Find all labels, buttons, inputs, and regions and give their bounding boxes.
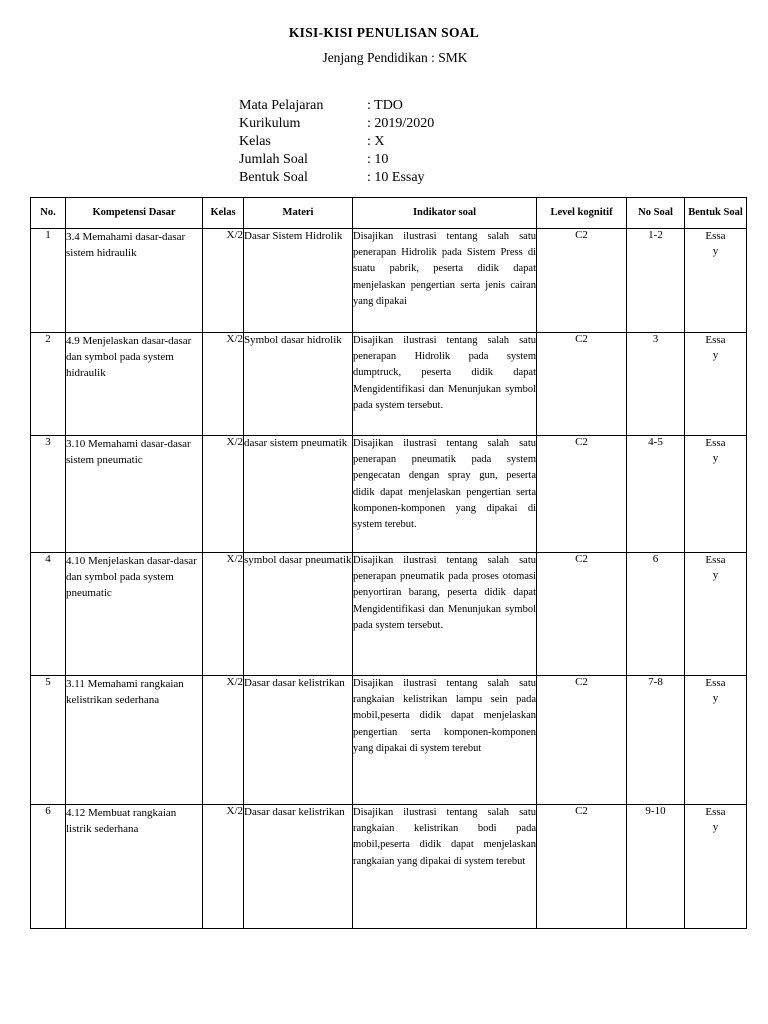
header-bentuk-soal: Bentuk Soal — [685, 198, 747, 229]
cell-indikator: Disajikan ilustrasi tentang salah satu rangkaian kelistrikan bodi pada mobil,peserta didik dapat menjelaskan rangkaian yang dipakai di system terebut — [353, 805, 537, 929]
meta-row-class — [239, 133, 434, 151]
cell-indikator: Disajikan ilustrasi tentang salah satu penerapan Hidrolik pada Sistem Press di suatu pabrik, peserta didik dapat menjelaskan pengertian serta jenis cairan yang dipakai — [353, 229, 537, 333]
cell-no: 5 — [31, 676, 66, 805]
meta-label: Jumlah Soal — [239, 152, 308, 167]
meta-label: Kelas — [239, 134, 271, 149]
cell-kelas: X/2 — [203, 553, 244, 676]
cell-materi: Dasar dasar kelistrikan — [244, 676, 353, 805]
cell-kelas: X/2 — [203, 676, 244, 805]
cell-materi: symbol dasar pneumatik — [244, 553, 353, 676]
cell-bentuk — [685, 553, 747, 676]
table-row — [31, 333, 747, 436]
cell-materi: Dasar dasar kelistrikan — [244, 805, 353, 929]
header-no: No. — [31, 198, 66, 229]
cell-bentuk — [685, 333, 747, 436]
meta-row-subject — [239, 97, 434, 115]
cell-bentuk — [685, 229, 747, 333]
cell-level: C2 — [537, 229, 627, 333]
bentuk-text: Essay — [705, 334, 726, 361]
cell-no-soal: 3 — [627, 333, 685, 436]
cell-no: 6 — [31, 805, 66, 929]
header-indikator: Indikator soal — [353, 198, 537, 229]
header-no-soal: No Soal — [627, 198, 685, 229]
table-row — [31, 229, 747, 333]
cell-level: C2 — [537, 676, 627, 805]
header-materi: Materi — [244, 198, 353, 229]
meta-value: : 10 — [367, 152, 389, 167]
cell-bentuk — [685, 436, 747, 553]
cell-no-soal: 4-5 — [627, 436, 685, 553]
meta-value: : 10 Essay — [367, 170, 425, 185]
header-kelas: Kelas — [203, 198, 244, 229]
cell-kompetensi-dasar: 4.10 Menjelaskan dasar-dasar dan symbol pada system pneumatic — [66, 553, 203, 676]
table-row — [31, 436, 747, 553]
cell-materi: Symbol dasar hidrolik — [244, 333, 353, 436]
bentuk-text: Essay — [705, 437, 726, 464]
cell-no-soal: 1-2 — [627, 229, 685, 333]
meta-value: : X — [367, 134, 385, 149]
cell-kelas: X/2 — [203, 805, 244, 929]
bentuk-text: Essay — [705, 554, 726, 581]
cell-level: C2 — [537, 333, 627, 436]
cell-level: C2 — [537, 553, 627, 676]
bentuk-text: Essay — [705, 677, 726, 704]
table-header-row — [31, 198, 747, 229]
cell-kompetensi-dasar: 4.9 Menjelaskan dasar-dasar dan symbol pada system hidraulik — [66, 333, 203, 436]
cell-kompetensi-dasar: 4.12 Membuat rangkaian listrik sederhana — [66, 805, 203, 929]
cell-indikator: Disajikan ilustrasi tentang salah satu rangkaian kelistrikan lampu sein pada mobil,peserta didik dapat menjelaskan pengertian serta komponen-komponen yang dipakai di system terebut — [353, 676, 537, 805]
meta-row-curriculum — [239, 115, 434, 133]
bentuk-text: Essay — [705, 230, 726, 257]
meta-info — [239, 97, 434, 187]
cell-level: C2 — [537, 805, 627, 929]
cell-no-soal: 9-10 — [627, 805, 685, 929]
cell-indikator: Disajikan ilustrasi tentang salah satu penerapan pneumatik pada proses otomasi penyortiran barang, peserta didik dapat Mengidentifikasi dan Menunjukan symbol pada system tersebut. — [353, 553, 537, 676]
cell-kompetensi-dasar: 3.4 Memahami dasar-dasar sistem hidraulik — [66, 229, 203, 333]
cell-no: 4 — [31, 553, 66, 676]
cell-no-soal: 7-8 — [627, 676, 685, 805]
table-row — [31, 805, 747, 929]
table-row — [31, 553, 747, 676]
header-level-kognitif: Level kognitif — [537, 198, 627, 229]
meta-row-question-type — [239, 169, 434, 187]
question-grid-table — [30, 197, 747, 929]
cell-kompetensi-dasar: 3.11 Memahami rangkaian kelistrikan sederhana — [66, 676, 203, 805]
cell-kelas: X/2 — [203, 436, 244, 553]
meta-value: : 2019/2020 — [367, 116, 435, 131]
education-level: Jenjang Pendidikan : SMK — [322, 50, 468, 65]
cell-bentuk — [685, 676, 747, 805]
meta-value: : TDO — [367, 98, 403, 113]
cell-bentuk — [685, 805, 747, 929]
meta-label: Kurikulum — [239, 116, 301, 131]
meta-row-question-count — [239, 151, 434, 169]
document-title: KISI-KISI PENULISAN SOAL — [288, 25, 480, 40]
cell-kelas: X/2 — [203, 229, 244, 333]
cell-materi: dasar sistem pneumatik — [244, 436, 353, 553]
cell-indikator: Disajikan ilustrasi tentang salah satu penerapan Hidrolik pada system dumptruck, peserta didik dapat Mengidentifikasi dan Menunjukan symbol pada system tersebut. — [353, 333, 537, 436]
table-row — [31, 676, 747, 805]
header-kompetensi-dasar: Kompetensi Dasar — [66, 198, 203, 229]
cell-no: 3 — [31, 436, 66, 553]
cell-materi: Dasar Sistem Hidrolik — [244, 229, 353, 333]
meta-label: Bentuk Soal — [239, 170, 308, 185]
cell-kelas: X/2 — [203, 333, 244, 436]
cell-level: C2 — [537, 436, 627, 553]
cell-no: 1 — [31, 229, 66, 333]
cell-indikator: Disajikan ilustrasi tentang salah satu penerapan pneumatik pada system pengecatan dengan spray gun, peserta didik dapat menjelaskan pengertian serta komponen-komponen yang dipakai di system terebut. — [353, 436, 537, 553]
cell-kompetensi-dasar: 3.10 Memahami dasar-dasar sistem pneumatic — [66, 436, 203, 553]
cell-no: 2 — [31, 333, 66, 436]
bentuk-text: Essay — [705, 806, 726, 833]
cell-no-soal: 6 — [627, 553, 685, 676]
meta-label: Mata Pelajaran — [239, 98, 324, 113]
